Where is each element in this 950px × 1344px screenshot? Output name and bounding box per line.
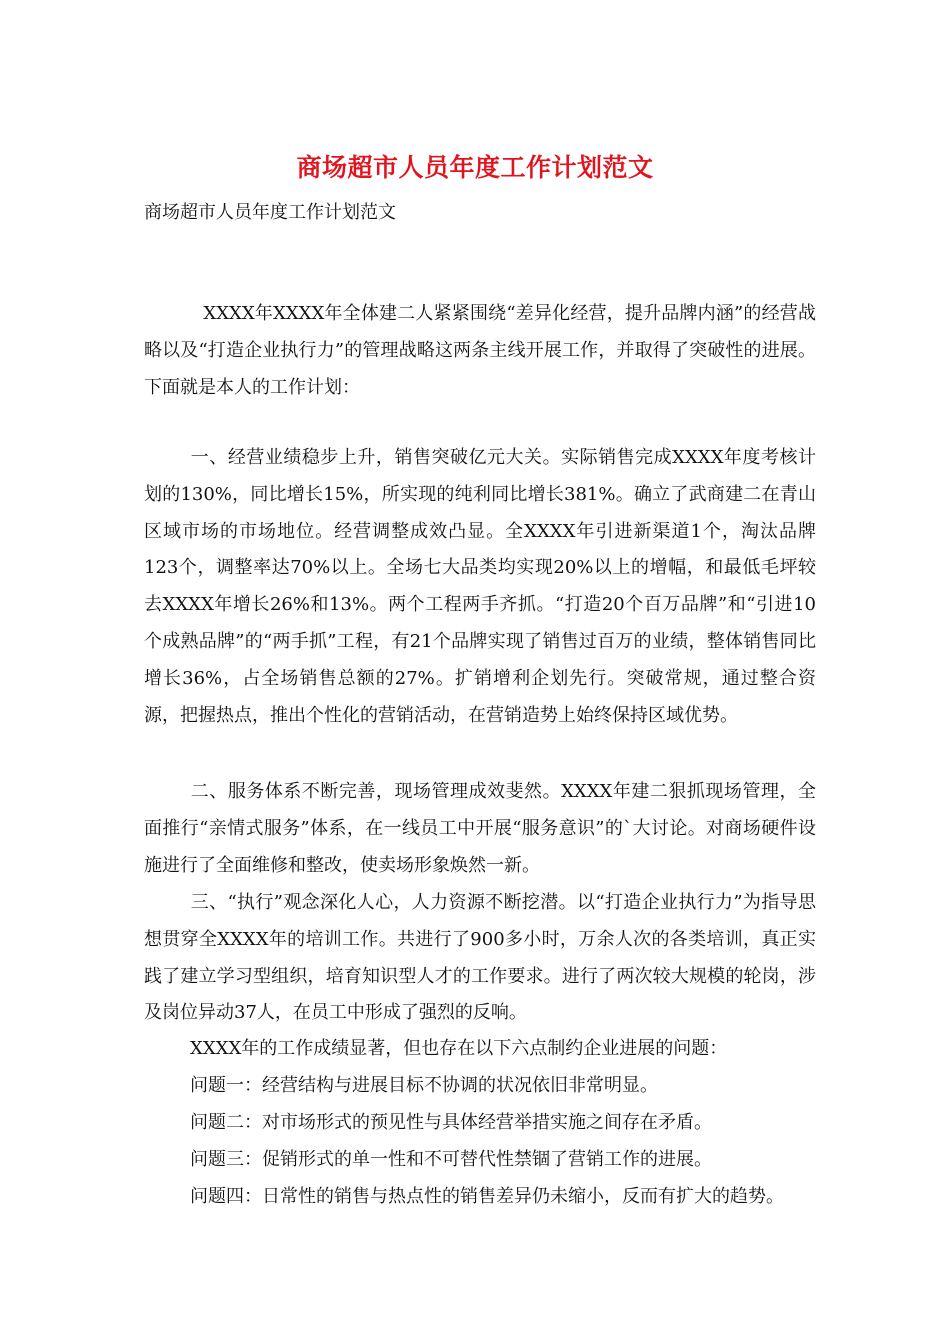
document-subtitle: 商场超市人员年度工作计划范文 [144,202,396,223]
intro-paragraph: XXXX年XXXX年全体建二人紧紧围绕“差异化经营，提升品牌内涵”的经营战略以及“打造企业执行力”的管理战略这两条主线开展工作，并取得了突破性的进展。下面就是本人的工作计划： [144,303,816,398]
section-2-paragraph: 二、服务体系不断完善，现场管理成效斐然。XXXX年建二狠抓现场管理，全面推行“亲情式服务”体系，在一线员工中开展“服务意识”的`大讨论。对商场硬件设施进行了全面维修和整改，使卖场形象焕然一新。 [144,781,816,876]
problem-item: 问题四：日常性的销售与热点性的销售差异仍未缩小，反而有扩大的趋势。 [190,1186,784,1207]
problem-item: 问题一：经营结构与进展目标不协调的状况依旧非常明显。 [190,1075,658,1096]
section-3-paragraph: 三、“执行”观念深化人心，人力资源不断挖潜。以“打造企业执行力”为指导思想贯穿全XXXX年的培训工作。共进行了900多小时，万余人次的各类培训，真正实践了建立学习型组织，培育知识型人才的工作要求。进行了两次较大规模的轮岗，涉及岗位异动37人，在员工中形成了强烈的反响。 [144,892,816,1024]
document-title: 商场超市人员年度工作计划范文 [296,153,654,182]
summary-line: XXXX年的工作成绩显著，但也存在以下六点制约企业进展的问题： [190,1038,728,1059]
section-1-paragraph: 一、经营业绩稳步上升，销售突破亿元大关。实际销售完成XXXX年度考核计划的130%，同比增长15%，所实现的纯利同比增长381%。确立了武商建二在青山区域市场的市场地位。经营调整成效凸显。全XXXX年引进新渠道1个，淘汰品牌123个，调整率达70%以上。全场七大品类均实现20%以上的增幅，和最低毛坪较去XXXX年增长26%和13%。两个工程两手齐抓。“打造20个百万品牌”和“引进10个成熟品牌”的“两手抓”工程，有21个品牌实现了销售过百万的业绩，整体销售同比增长36%，占全场销售总额的27%。扩销增利企划先行。突破常规，通过整合资源，把握热点，推出个性化的营销活动，在营销造势上始终保持区域优势。 [144,447,816,726]
problem-item: 问题二：对市场形式的预见性与具体经营举措实施之间存在矛盾。 [190,1112,712,1133]
problem-item: 问题三：促销形式的单一性和不可替代性禁锢了营销工作的进展。 [190,1149,712,1170]
